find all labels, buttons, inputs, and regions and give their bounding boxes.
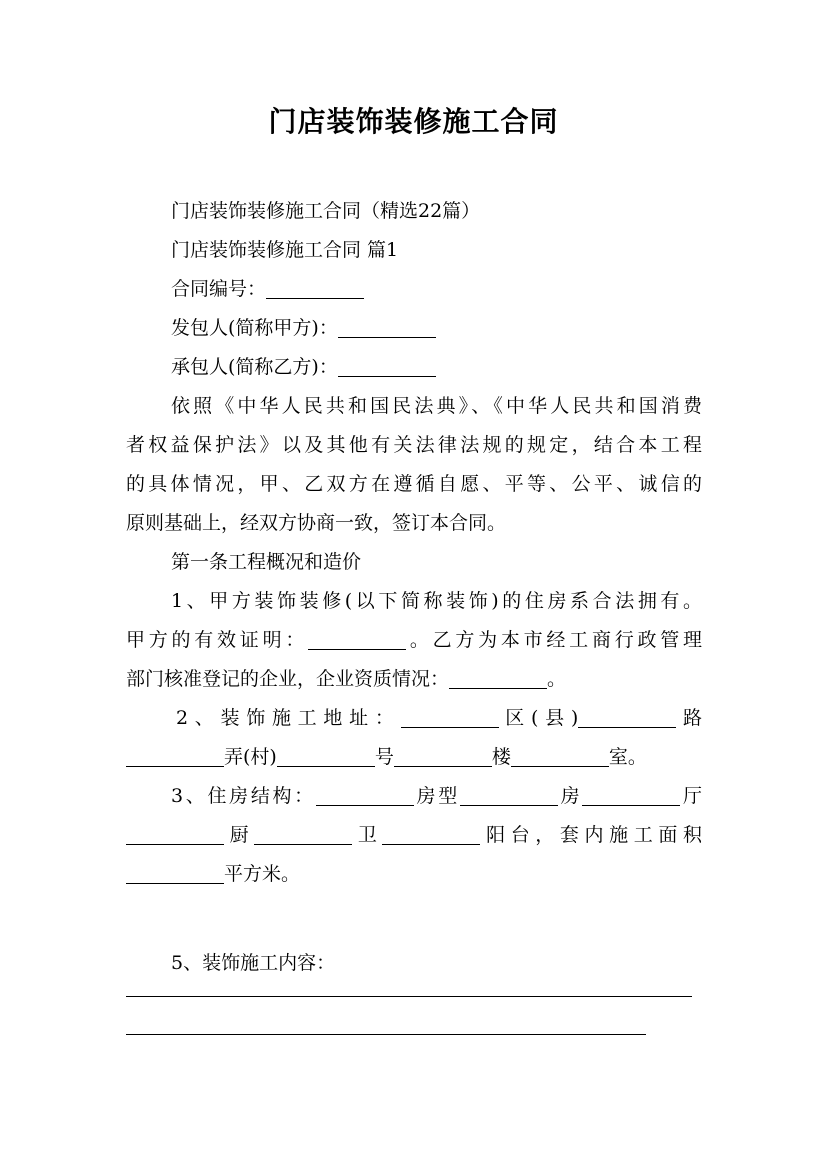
item3-label: 3、住房结构： <box>171 785 316 807</box>
item5-line: 5、装饰施工内容： <box>171 952 336 974</box>
intro-line-2: 者权益保护法》以及其他有关法律法规的规定，结合本工程 <box>126 434 702 456</box>
item3-line-1 <box>126 777 702 816</box>
party-a-label: 发包人(简称甲方)： <box>171 317 338 339</box>
document-body <box>126 192 702 983</box>
item3-type: 房型 <box>413 785 460 807</box>
party-a-blank <box>338 315 436 338</box>
spacer <box>126 894 702 944</box>
item2-blank-6 <box>511 744 609 767</box>
item3-kitchen: 厨 <box>224 824 255 846</box>
item2-room: 室。 <box>608 746 647 768</box>
item2-lane: 弄(村) <box>224 746 277 768</box>
contract-number-blank <box>266 276 364 299</box>
item3-balcony: 阳台，套内施工面积 <box>480 824 702 846</box>
document-subtitle: 门店装饰装修施工合同（精选22篇） <box>171 200 481 222</box>
item3-blank-2 <box>460 783 558 806</box>
item3-blank-7 <box>126 861 224 884</box>
contract-number-line <box>126 270 702 309</box>
party-b-label: 承包人(简称乙方)： <box>171 356 338 378</box>
item3-blank-4 <box>126 822 224 845</box>
contract-number-label: 合同编号： <box>171 278 267 300</box>
item2-building: 楼 <box>491 746 511 768</box>
item1-qualification-label: 部门核准登记的企业，企业资质情况： <box>126 668 450 690</box>
document-title: 门店装饰装修施工合同 <box>268 105 559 138</box>
content-blank-line-2 <box>126 1034 646 1035</box>
intro-line-1: 依照《中华人民共和国民法典》、《中华人民共和国消费 <box>171 395 702 417</box>
party-b-blank <box>338 354 436 377</box>
item1-line-3 <box>126 660 702 699</box>
item2-line-2 <box>126 738 702 777</box>
item3-bath: 卫 <box>352 824 383 846</box>
item1-qualification-tail: 。 <box>547 668 567 690</box>
item1-line-2 <box>126 621 702 660</box>
item3-blank-5 <box>254 822 352 845</box>
item2-number: 号 <box>374 746 394 768</box>
item3-rooms: 房 <box>557 785 583 807</box>
item2-road: 路 <box>676 707 702 729</box>
item2-blank-1 <box>401 705 499 728</box>
article1-heading: 第一条工程概况和造价 <box>171 551 362 573</box>
item1-proof-blank <box>308 627 406 650</box>
item1-qualification-blank <box>449 666 547 689</box>
party-b-line <box>126 348 702 387</box>
item3-blank-6 <box>382 822 480 845</box>
item2-district: 区(县) <box>498 707 579 729</box>
item3-sqm: 平方米。 <box>224 863 301 885</box>
item3-blank-3 <box>582 783 680 806</box>
item2-label: 2、装饰施工地址： <box>176 707 401 729</box>
item2-line-1 <box>126 699 702 738</box>
item3-blank-1 <box>316 783 414 806</box>
item2-blank-5 <box>394 744 492 767</box>
content-blank-line-1 <box>126 996 692 997</box>
item2-blank-3 <box>126 744 224 767</box>
item2-blank-2 <box>578 705 676 728</box>
item3-line-3 <box>126 855 702 894</box>
item3-halls: 厅 <box>680 785 702 807</box>
intro-line-3: 的具体情况，甲、乙双方在遵循自愿、平等、公平、诚信的 <box>126 473 702 495</box>
item2-blank-4 <box>277 744 375 767</box>
item3-line-2 <box>126 816 702 855</box>
item1-proof-tail: 。乙方为本市经工商行政管理 <box>406 629 702 651</box>
party-a-line <box>126 309 702 348</box>
item1-proof-label: 甲方的有效证明： <box>126 629 309 651</box>
item1-line-1: 1、甲方装饰装修(以下简称装饰)的住房系合法拥有。 <box>171 590 702 612</box>
intro-line-4: 原则基础上，经双方协商一致，签订本合同。 <box>126 512 507 534</box>
section-heading: 门店装饰装修施工合同 篇1 <box>171 239 399 261</box>
